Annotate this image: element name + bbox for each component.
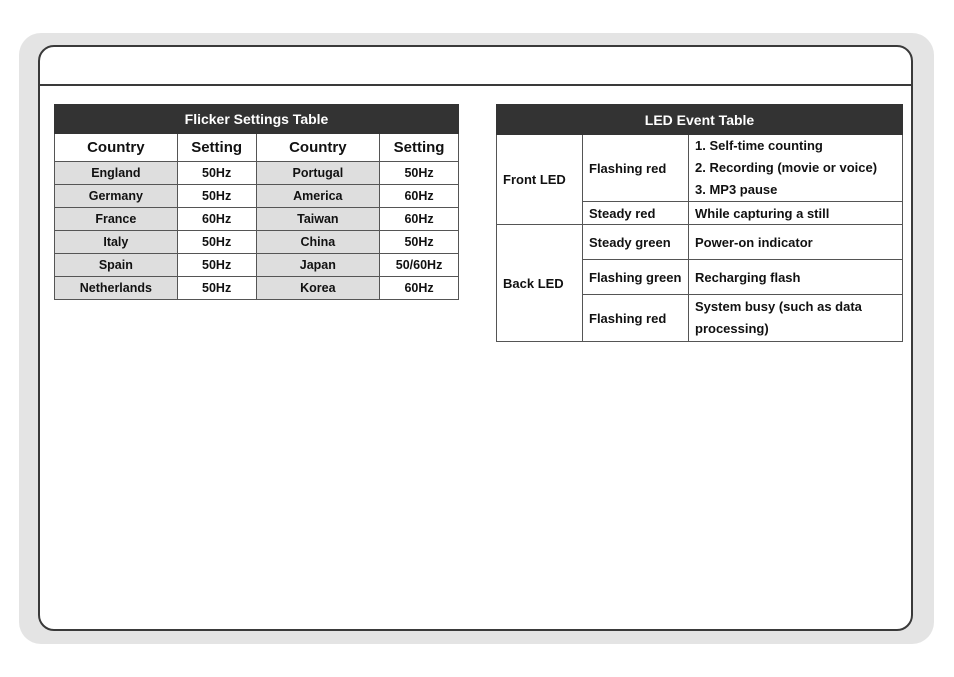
setting-cell: 60Hz — [380, 277, 459, 300]
column-header: Setting — [177, 134, 256, 162]
country-cell: Netherlands — [55, 277, 178, 300]
table-row — [55, 162, 459, 185]
country-cell: Spain — [55, 254, 178, 277]
setting-cell: 50Hz — [177, 185, 256, 208]
country-cell: Italy — [55, 231, 178, 254]
led-status-cell: Steady green — [583, 225, 689, 260]
led-event-cell — [689, 135, 903, 202]
country-cell: America — [256, 185, 380, 208]
country-cell: Japan — [256, 254, 380, 277]
setting-cell: 60Hz — [177, 208, 256, 231]
country-cell: England — [55, 162, 178, 185]
column-header: Country — [55, 134, 178, 162]
setting-cell: 50Hz — [177, 162, 256, 185]
country-cell: Portugal — [256, 162, 380, 185]
country-cell: Taiwan — [256, 208, 380, 231]
table-row — [55, 185, 459, 208]
led-table-title: LED Event Table — [497, 105, 903, 135]
column-header: Country — [256, 134, 380, 162]
table-row — [55, 277, 459, 300]
led-event-cell: Recharging flash — [689, 260, 903, 295]
led-event-cell: While capturing a still — [689, 202, 903, 225]
led-status-cell: Steady red — [583, 202, 689, 225]
table-row — [497, 135, 903, 202]
header-divider — [40, 84, 911, 86]
setting-cell: 50Hz — [380, 231, 459, 254]
table-row — [55, 254, 459, 277]
setting-cell: 50Hz — [380, 162, 459, 185]
flicker-table-title: Flicker Settings Table — [55, 105, 459, 134]
event-line: System busy (such as data — [695, 299, 862, 314]
setting-cell: 60Hz — [380, 185, 459, 208]
page-sheet — [38, 45, 913, 631]
country-cell: France — [55, 208, 178, 231]
event-line: processing) — [695, 321, 769, 336]
column-header: Setting — [380, 134, 459, 162]
event-line: 1. Self-time counting — [695, 138, 823, 153]
led-status-cell: Flashing red — [583, 295, 689, 342]
led-status-cell: Flashing red — [583, 135, 689, 202]
setting-cell: 50Hz — [177, 254, 256, 277]
table-row — [55, 208, 459, 231]
setting-cell: 50/60Hz — [380, 254, 459, 277]
flicker-table-header — [55, 134, 459, 162]
back-led-label: Back LED — [497, 225, 583, 342]
table-row — [497, 225, 903, 260]
setting-cell: 50Hz — [177, 231, 256, 254]
led-status-cell: Flashing green — [583, 260, 689, 295]
led-event-cell: Power-on indicator — [689, 225, 903, 260]
front-led-label: Front LED — [497, 135, 583, 225]
event-line: 3. MP3 pause — [695, 182, 778, 197]
table-row — [55, 231, 459, 254]
setting-cell: 50Hz — [177, 277, 256, 300]
country-cell: Germany — [55, 185, 178, 208]
led-event-cell — [689, 295, 903, 342]
flicker-settings-table — [54, 104, 459, 300]
country-cell: China — [256, 231, 380, 254]
event-line: 2. Recording (movie or voice) — [695, 160, 878, 175]
setting-cell: 60Hz — [380, 208, 459, 231]
led-event-table — [496, 104, 903, 342]
country-cell: Korea — [256, 277, 380, 300]
